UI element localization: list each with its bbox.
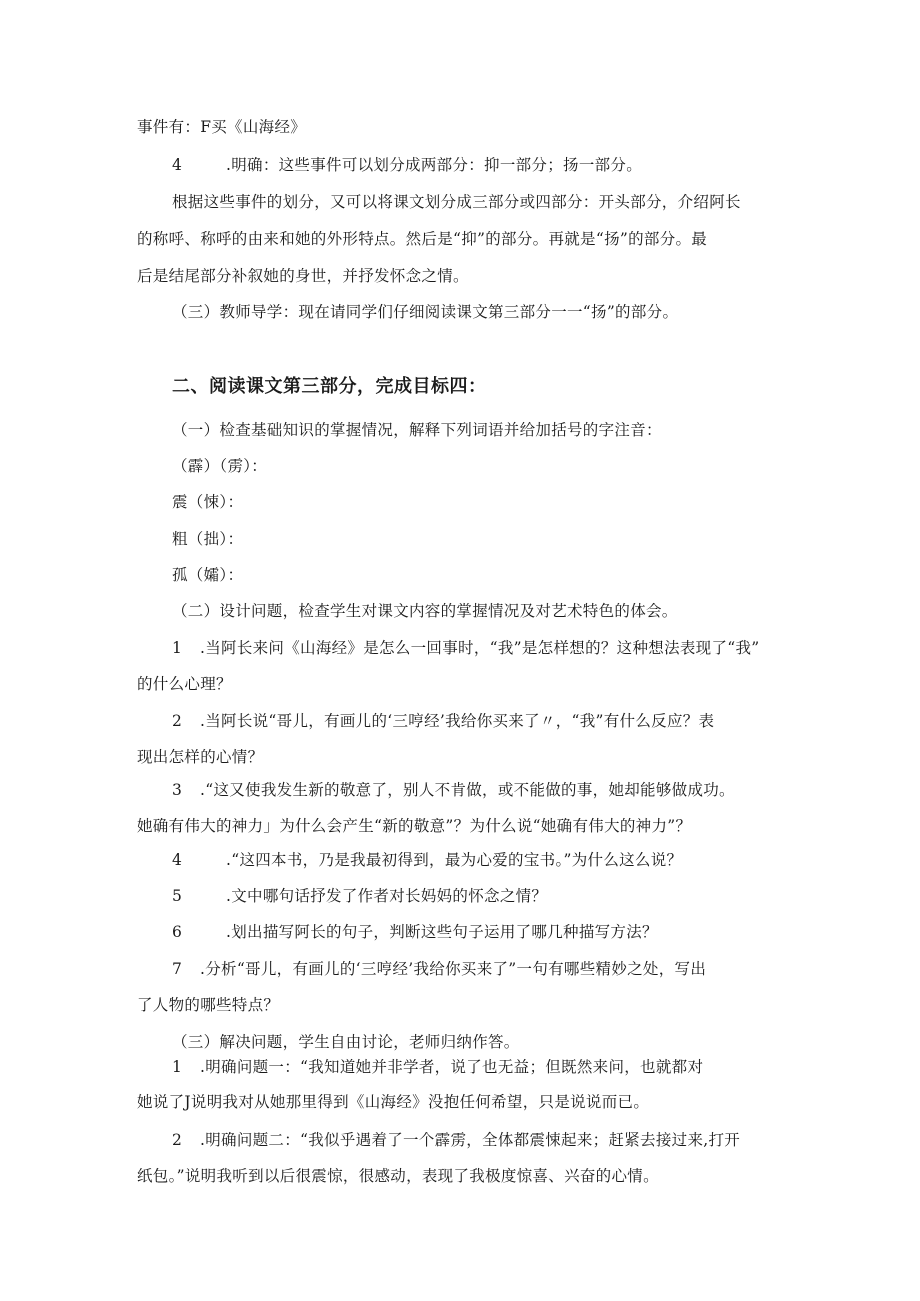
answer-1-cont: 她说了J说明我对从她那里得到《山海经》没抱任何希望，只是说说而已。 xyxy=(137,1093,650,1111)
vocab-word-4: 孤（孀）： xyxy=(172,566,244,584)
item-text: .明确：这些事件可以划分成两部分：抑一部分；扬一部分。 xyxy=(226,156,643,174)
section-heading: 二、阅读课文第三部分，完成目标四： xyxy=(172,376,487,397)
subsection-1: （一）检查基础知识的掌握情况，解释下列词语并给加括号的字注音： xyxy=(172,421,662,439)
subsection-2: （二）设计问题，检查学生对课文内容的掌握情况及对艺术特色的体会。 xyxy=(172,602,678,620)
question-3 xyxy=(172,780,735,800)
question-number: 1 xyxy=(172,639,183,657)
question-2 xyxy=(172,711,714,731)
question-number: 7 xyxy=(172,960,183,978)
paragraph-line: 的称呼、称呼的由来和她的外形特点。然后是“抑”的部分。再就是“扬”的部分。最 xyxy=(137,230,708,248)
question-3-cont: 她确有伟大的神力」为什么会产生“新的敬意”？为什么说“她确有伟大的神力”？ xyxy=(137,817,692,835)
answer-1 xyxy=(172,1057,703,1077)
paragraph-line: 根据这些事件的划分，又可以将课文划分成三部分或四部分：开头部分，介绍阿长 xyxy=(172,193,741,211)
question-1 xyxy=(172,638,760,658)
question-6 xyxy=(172,922,658,942)
answer-2 xyxy=(172,1130,740,1150)
answer-2-cont: 纸包。”说明我听到以后很震惊，很感动，表现了我极度惊喜、兴奋的心情。 xyxy=(137,1167,659,1185)
subsection-3: （三）解决问题，学生自由讨论，老师归纳作答。 xyxy=(172,1033,520,1051)
question-number: 6 xyxy=(172,923,183,941)
question-text: .“这又使我发生新的敬意了，别人不肯做，或不能做的事，她却能够做成功。 xyxy=(200,781,735,799)
question-text: .“这四本书，乃是我最初得到，最为心爱的宝书。”为什么这么说？ xyxy=(226,851,683,869)
question-1-cont: 的什么心理？ xyxy=(137,675,232,693)
clarify-item-4 xyxy=(172,155,642,175)
question-2-cont: 现出怎样的心情？ xyxy=(137,748,264,766)
vocab-word-3: 粗（拙）： xyxy=(172,530,244,548)
answer-text: .明确问题二：“我似乎遇着了一个霹雳，全体都震悚起来；赶紧去接过来,打开 xyxy=(200,1131,741,1149)
teacher-guide-line: （三）教师导学：现在请同学们仔细阅读课文第三部分一一“扬”的部分。 xyxy=(172,303,679,321)
answer-number: 1 xyxy=(172,1058,183,1076)
answer-number: 2 xyxy=(172,1131,183,1149)
paragraph-line: 后是结尾部分补叙她的身世，并抒发怀念之情。 xyxy=(137,267,469,285)
question-number: 4 xyxy=(172,851,183,869)
events-line: 事件有：F买《山海经》 xyxy=(137,118,307,136)
question-4 xyxy=(172,850,682,870)
question-number: 3 xyxy=(172,781,183,799)
question-number: 5 xyxy=(172,887,183,905)
vocab-word-1: （霹）（雳）： xyxy=(172,457,268,475)
vocab-word-2: 震（悚）： xyxy=(172,493,244,511)
question-text: .分析“哥儿，有画儿的‘三哼经’我给你买来了”一句有哪些精妙之处，写出 xyxy=(200,960,707,978)
question-number: 2 xyxy=(172,712,183,730)
question-text: .文中哪句话抒发了作者对长妈妈的怀念之情？ xyxy=(226,887,548,905)
question-5 xyxy=(172,886,547,906)
answer-text: .明确问题一：“我知道她并非学者，说了也无益；但既然来问，也就都对 xyxy=(200,1058,704,1076)
question-text: .当阿长来问《山海经》是怎么一回事时，“我”是怎样想的？这种想法表现了“我” xyxy=(200,639,760,657)
question-text: .划出描写阿长的句子，判断这些句子运用了哪几种描写方法？ xyxy=(226,923,658,941)
item-number: 4 xyxy=(172,156,183,174)
question-7 xyxy=(172,959,706,979)
question-7-cont: 了人物的哪些特点？ xyxy=(137,996,280,1014)
question-text: .当阿长说“哥儿，有画儿的‘三哼经’我给你买来了〃，“我”有什么反应？表 xyxy=(200,712,715,730)
